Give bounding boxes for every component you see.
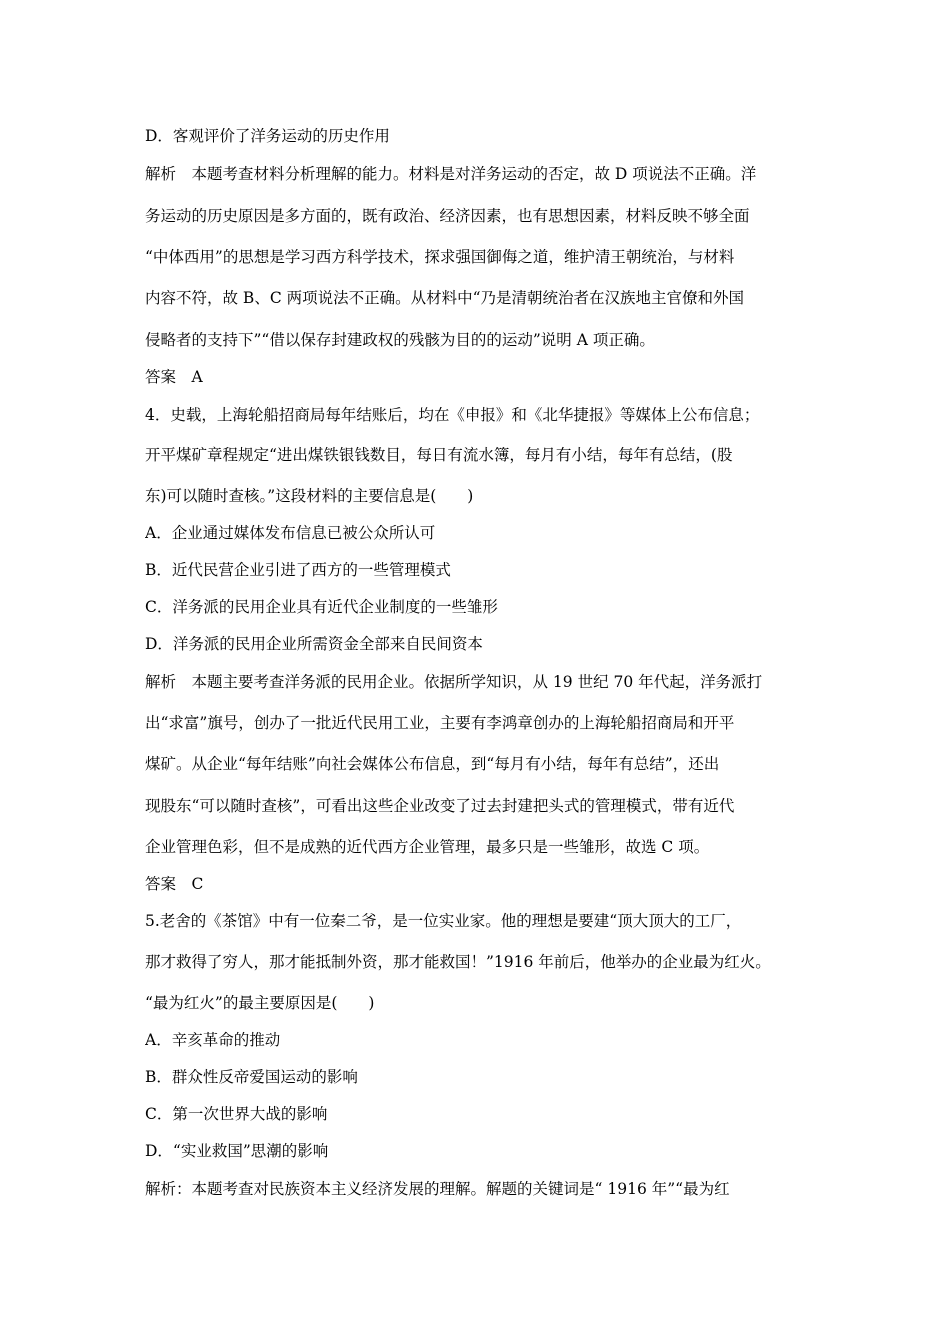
analysis-line: 出“求富”旗号，创办了一批近代民用工业，主要有李鸿章创办的上海轮船招商局和开平 bbox=[145, 714, 735, 732]
analysis-line: 内容不符，故 B、C 两项说法不正确。从材料中“乃是清朝统治者在汉族地主官僚和外国 bbox=[145, 289, 745, 307]
analysis-line: 侵略者的支持下”“借以保存封建政权的残骸为目的的运动”说明 A 项正确。 bbox=[145, 331, 655, 349]
analysis-line: 解析 本题主要考查洋务派的民用企业。依据所学知识，从 19 世纪 70 年代起，洋务派打 bbox=[145, 673, 763, 691]
analysis-line: 企业管理色彩，但不是成熟的近代西方企业管理，最多只是一些雏形，故选 C 项。 bbox=[145, 838, 710, 856]
question-line: 4．史载，上海轮船招商局每年结账后，均在《申报》和《北华捷报》等媒体上公布信息； bbox=[145, 406, 760, 424]
analysis-line: 解析 本题考查材料分析理解的能力。材料是对洋务运动的否定，故 D 项说法不正确。洋 bbox=[145, 165, 757, 183]
option-line: D．客观评价了洋务运动的历史作用 bbox=[145, 127, 390, 145]
option-line: B．近代民营企业引进了西方的一些管理模式 bbox=[145, 561, 451, 579]
question-line: 开平煤矿章程规定“进出煤铁银钱数目，每日有流水簿，每月有小结，每年有总结，(股 bbox=[145, 446, 733, 464]
option-line: D．洋务派的民用企业所需资金全部来自民间资本 bbox=[145, 635, 483, 653]
answer-line: 答案 A bbox=[145, 368, 203, 386]
question-line: 那才救得了穷人，那才能抵制外资，那才能救国！”1916 年前后，他举办的企业最为红火。 bbox=[145, 953, 771, 971]
option-line: B．群众性反帝爱国运动的影响 bbox=[145, 1068, 358, 1086]
option-line: D．“实业救国”思潮的影响 bbox=[145, 1142, 329, 1160]
option-line: A．辛亥革命的推动 bbox=[145, 1031, 281, 1049]
option-line: A．企业通过媒体发布信息已被公众所认可 bbox=[145, 524, 436, 542]
option-line: C．第一次世界大战的影响 bbox=[145, 1105, 328, 1123]
option-line: C．洋务派的民用企业具有近代企业制度的一些雏形 bbox=[145, 598, 498, 616]
analysis-line: 务运动的历史原因是多方面的，既有政治、经济因素，也有思想因素，材料反映不够全面 bbox=[145, 207, 750, 225]
question-line: 5.老舍的《茶馆》中有一位秦二爷，是一位实业家。他的理想是要建“顶大顶大的工厂， bbox=[145, 912, 742, 930]
question-line: 东)可以随时查核。”这段材料的主要信息是( ) bbox=[145, 487, 474, 505]
analysis-line: 解析：本题考查对民族资本主义经济发展的理解。解题的关键词是“ 1916 年”“最为红 bbox=[145, 1180, 730, 1198]
answer-line: 答案 C bbox=[145, 875, 204, 893]
question-line: “最为红火”的最主要原因是( ) bbox=[145, 994, 375, 1012]
analysis-line: “中体西用”的思想是学习西方科学技术，探求强国御侮之道，维护清王朝统治，与材料 bbox=[145, 248, 735, 266]
analysis-line: 现股东“可以随时查核”，可看出这些企业改变了过去封建把头式的管理模式，带有近代 bbox=[145, 797, 735, 815]
analysis-line: 煤矿。从企业“每年结账”向社会媒体公布信息，到“每月有小结，每年有总结”，还出 bbox=[145, 755, 720, 773]
